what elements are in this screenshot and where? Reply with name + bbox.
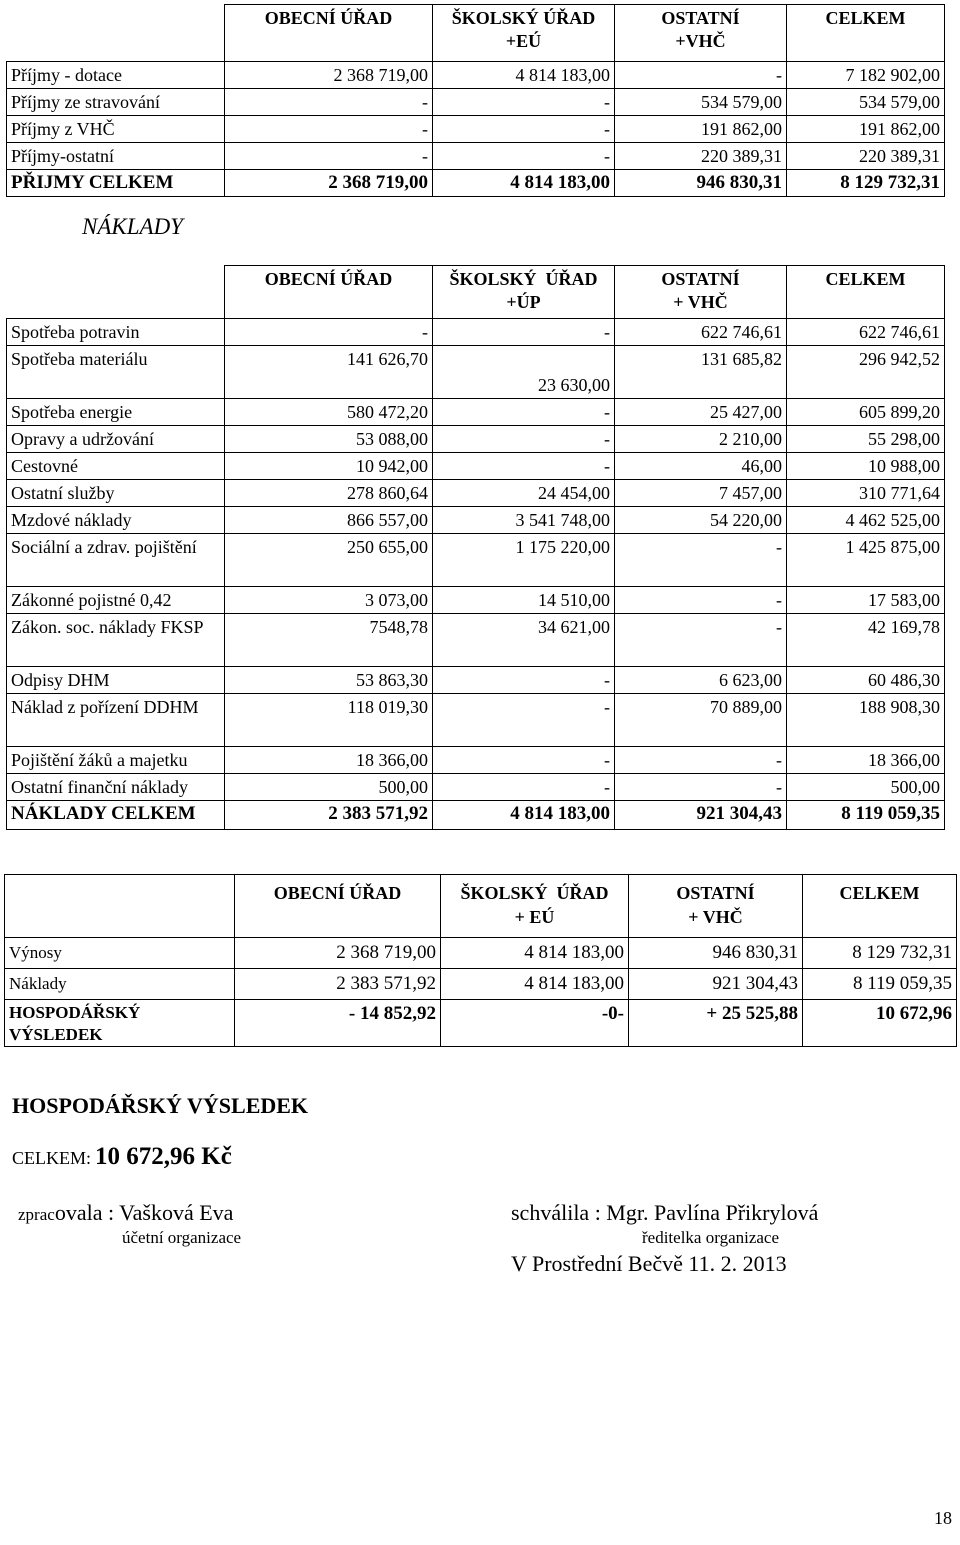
total-result-value: 10 672,96 Kč bbox=[95, 1143, 232, 1170]
cell: 23 630,00 bbox=[433, 346, 615, 399]
col-header-ostatni: OSTATNÍ + VHČ bbox=[629, 875, 803, 938]
cell: 946 830,31 bbox=[629, 938, 803, 969]
row-label: PŘIJMY CELKEM bbox=[7, 170, 225, 197]
table-row bbox=[7, 62, 945, 89]
cell: 580 472,20 bbox=[225, 399, 433, 426]
cell: - bbox=[225, 89, 433, 116]
col-header-celkem: CELKEM bbox=[787, 266, 945, 319]
row-label: Zákonné pojistné 0,42 bbox=[7, 587, 225, 614]
cell: - bbox=[615, 62, 787, 89]
table-row bbox=[7, 453, 945, 480]
cell: 921 304,43 bbox=[615, 801, 787, 830]
row-label: NÁKLADY CELKEM bbox=[7, 801, 225, 830]
table-row bbox=[7, 89, 945, 116]
table-row bbox=[7, 774, 945, 801]
header-empty bbox=[5, 875, 235, 938]
cell: 191 862,00 bbox=[615, 116, 787, 143]
table-row bbox=[7, 346, 945, 399]
cell: 250 655,00 bbox=[225, 534, 433, 587]
cell: 7 457,00 bbox=[615, 480, 787, 507]
cell: 622 746,61 bbox=[787, 319, 945, 346]
table-row bbox=[7, 116, 945, 143]
cell: 4 814 183,00 bbox=[441, 938, 629, 969]
table-row bbox=[5, 938, 957, 969]
row-label: Příjmy ze stravování bbox=[7, 89, 225, 116]
income-table bbox=[6, 4, 945, 197]
cell: - bbox=[225, 116, 433, 143]
cell: - bbox=[433, 89, 615, 116]
row-label: Opravy a udržování bbox=[7, 426, 225, 453]
cell: 605 899,20 bbox=[787, 399, 945, 426]
cell: - bbox=[615, 587, 787, 614]
expenses-total-row bbox=[7, 801, 945, 830]
table-row bbox=[5, 969, 957, 1000]
table-row bbox=[7, 587, 945, 614]
cell: 1 175 220,00 bbox=[433, 534, 615, 587]
cell: 1 425 875,00 bbox=[787, 534, 945, 587]
col-header-obecni-urad: OBECNÍ ÚŘAD bbox=[225, 5, 433, 62]
cell: 25 427,00 bbox=[615, 399, 787, 426]
cell: - bbox=[615, 614, 787, 667]
col-header-obecni-urad: OBECNÍ ÚŘAD bbox=[225, 266, 433, 319]
cell: 10 988,00 bbox=[787, 453, 945, 480]
col-header-skolsky-urad: ŠKOLSKÝ ÚŘAD +EÚ bbox=[433, 5, 615, 62]
cell: 534 579,00 bbox=[615, 89, 787, 116]
cell: - bbox=[433, 667, 615, 694]
total-result bbox=[12, 1143, 232, 1171]
cell: 10 942,00 bbox=[225, 453, 433, 480]
cell: - bbox=[433, 143, 615, 170]
cell: 220 389,31 bbox=[615, 143, 787, 170]
row-label: Ostatní služby bbox=[7, 480, 225, 507]
cell: 60 486,30 bbox=[787, 667, 945, 694]
row-label: Náklady bbox=[5, 969, 235, 1000]
row-label: Pojištění žáků a majetku bbox=[7, 747, 225, 774]
cell: + 25 525,88 bbox=[629, 1000, 803, 1047]
cell: 118 019,30 bbox=[225, 694, 433, 747]
table-row bbox=[7, 534, 945, 587]
cell: 220 389,31 bbox=[787, 143, 945, 170]
approved-by: schválila : Mgr. Pavlína Přikrylová bbox=[511, 1200, 819, 1225]
result-table bbox=[4, 874, 957, 1047]
cell: 500,00 bbox=[225, 774, 433, 801]
cell: 6 623,00 bbox=[615, 667, 787, 694]
table-row bbox=[7, 747, 945, 774]
col-header-skolsky-urad: ŠKOLSKÝ ÚŘAD + EÚ bbox=[441, 875, 629, 938]
cell: 4 814 183,00 bbox=[441, 969, 629, 1000]
cell: 18 366,00 bbox=[225, 747, 433, 774]
cell: -0- bbox=[441, 1000, 629, 1047]
total-result-label: CELKEM: bbox=[12, 1148, 91, 1168]
table-row bbox=[7, 507, 945, 534]
cell: 2 383 571,92 bbox=[235, 969, 441, 1000]
cell: 24 454,00 bbox=[433, 480, 615, 507]
table-row bbox=[7, 143, 945, 170]
prepared-by-name: ovala : Vašková Eva bbox=[54, 1200, 234, 1225]
cell: - bbox=[615, 534, 787, 587]
col-header-celkem: CELKEM bbox=[787, 5, 945, 62]
cell: 2 383 571,92 bbox=[225, 801, 433, 830]
cell: 55 298,00 bbox=[787, 426, 945, 453]
cell: - bbox=[225, 319, 433, 346]
col-header-skolsky-urad: ŠKOLSKÝ ÚŘAD +ÚP bbox=[433, 266, 615, 319]
cell: - bbox=[433, 426, 615, 453]
cell: 866 557,00 bbox=[225, 507, 433, 534]
cell: 7548,78 bbox=[225, 614, 433, 667]
cell: 622 746,61 bbox=[615, 319, 787, 346]
table-row bbox=[7, 480, 945, 507]
col-header-obecni-urad: OBECNÍ ÚŘAD bbox=[235, 875, 441, 938]
cell: - bbox=[433, 453, 615, 480]
cell: 53 088,00 bbox=[225, 426, 433, 453]
result-title: HOSPODÁŘSKÝ VÝSLEDEK bbox=[12, 1093, 309, 1118]
result-header-row bbox=[5, 875, 957, 938]
table-row bbox=[7, 667, 945, 694]
cell: - bbox=[433, 116, 615, 143]
cell: 14 510,00 bbox=[433, 587, 615, 614]
row-label: Odpisy DHM bbox=[7, 667, 225, 694]
cell: 2 368 719,00 bbox=[235, 938, 441, 969]
cell: - bbox=[225, 143, 433, 170]
row-label: Příjmy z VHČ bbox=[7, 116, 225, 143]
cell: 4 814 183,00 bbox=[433, 801, 615, 830]
cell: 4 814 183,00 bbox=[433, 62, 615, 89]
cell: - bbox=[433, 694, 615, 747]
cell: - bbox=[615, 774, 787, 801]
row-label: Spotřeba materiálu bbox=[7, 346, 225, 399]
col-header-ostatni: OSTATNÍ + VHČ bbox=[615, 266, 787, 319]
cell: 141 626,70 bbox=[225, 346, 433, 399]
cell: 3 073,00 bbox=[225, 587, 433, 614]
row-label: Sociální a zdrav. pojištění bbox=[7, 534, 225, 587]
cell: 188 908,30 bbox=[787, 694, 945, 747]
row-label: HOSPODÁŘSKÝ VÝSLEDEK bbox=[5, 1000, 235, 1047]
row-label: Spotřeba energie bbox=[7, 399, 225, 426]
cell: 191 862,00 bbox=[787, 116, 945, 143]
cell: 54 220,00 bbox=[615, 507, 787, 534]
row-label: Zákon. soc. náklady FKSP bbox=[7, 614, 225, 667]
cell: 8 129 732,31 bbox=[803, 938, 957, 969]
row-label: Příjmy-ostatní bbox=[7, 143, 225, 170]
place-date: V Prostřední Bečvě 11. 2. 2013 bbox=[511, 1251, 787, 1276]
income-header-row bbox=[7, 5, 945, 62]
cell: - bbox=[615, 747, 787, 774]
cell: - bbox=[433, 319, 615, 346]
table-row bbox=[7, 426, 945, 453]
row-label: Ostatní finanční náklady bbox=[7, 774, 225, 801]
prepared-by-prefix: zprac bbox=[18, 1205, 55, 1224]
cell: 7 182 902,00 bbox=[787, 62, 945, 89]
cell: 8 119 059,35 bbox=[803, 969, 957, 1000]
col-header-celkem: CELKEM bbox=[803, 875, 957, 938]
approved-by-role: ředitelka organizace bbox=[642, 1228, 780, 1247]
table-row bbox=[7, 319, 945, 346]
income-total-row bbox=[7, 170, 945, 197]
cell: - bbox=[433, 774, 615, 801]
header-empty bbox=[7, 5, 225, 62]
cell: 2 368 719,00 bbox=[225, 170, 433, 197]
cell: 921 304,43 bbox=[629, 969, 803, 1000]
cell: - 14 852,92 bbox=[235, 1000, 441, 1047]
section-heading-naklady: NÁKLADY bbox=[82, 214, 183, 239]
row-label: Příjmy - dotace bbox=[7, 62, 225, 89]
cell: 4 814 183,00 bbox=[433, 170, 615, 197]
prepared-by-role: účetní organizace bbox=[122, 1228, 242, 1247]
row-label: Výnosy bbox=[5, 938, 235, 969]
table-row bbox=[7, 694, 945, 747]
cell: 34 621,00 bbox=[433, 614, 615, 667]
cell: 946 830,31 bbox=[615, 170, 787, 197]
cell: 4 462 525,00 bbox=[787, 507, 945, 534]
table-row bbox=[7, 614, 945, 667]
cell: 296 942,52 bbox=[787, 346, 945, 399]
cell: 10 672,96 bbox=[803, 1000, 957, 1047]
cell: 310 771,64 bbox=[787, 480, 945, 507]
cell: 42 169,78 bbox=[787, 614, 945, 667]
cell: 131 685,82 bbox=[615, 346, 787, 399]
cell: 70 889,00 bbox=[615, 694, 787, 747]
cell: 8 119 059,35 bbox=[787, 801, 945, 830]
page-number: 18 bbox=[934, 1508, 952, 1528]
cell: 17 583,00 bbox=[787, 587, 945, 614]
row-label: Cestovné bbox=[7, 453, 225, 480]
col-header-ostatni: OSTATNÍ +VHČ bbox=[615, 5, 787, 62]
header-empty bbox=[7, 266, 225, 319]
cell: 46,00 bbox=[615, 453, 787, 480]
cell: 18 366,00 bbox=[787, 747, 945, 774]
expenses-table bbox=[6, 265, 945, 830]
result-row bbox=[5, 1000, 957, 1047]
cell: 278 860,64 bbox=[225, 480, 433, 507]
cell: 3 541 748,00 bbox=[433, 507, 615, 534]
row-label: Mzdové náklady bbox=[7, 507, 225, 534]
cell: 53 863,30 bbox=[225, 667, 433, 694]
expenses-header-row bbox=[7, 266, 945, 319]
row-label: Spotřeba potravin bbox=[7, 319, 225, 346]
table-row bbox=[7, 399, 945, 426]
row-label: Náklad z pořízení DDHM bbox=[7, 694, 225, 747]
cell: 534 579,00 bbox=[787, 89, 945, 116]
cell: - bbox=[433, 747, 615, 774]
cell: 2 368 719,00 bbox=[225, 62, 433, 89]
cell: - bbox=[433, 399, 615, 426]
cell: 500,00 bbox=[787, 774, 945, 801]
cell: 2 210,00 bbox=[615, 426, 787, 453]
cell: 8 129 732,31 bbox=[787, 170, 945, 197]
prepared-by bbox=[18, 1200, 233, 1226]
